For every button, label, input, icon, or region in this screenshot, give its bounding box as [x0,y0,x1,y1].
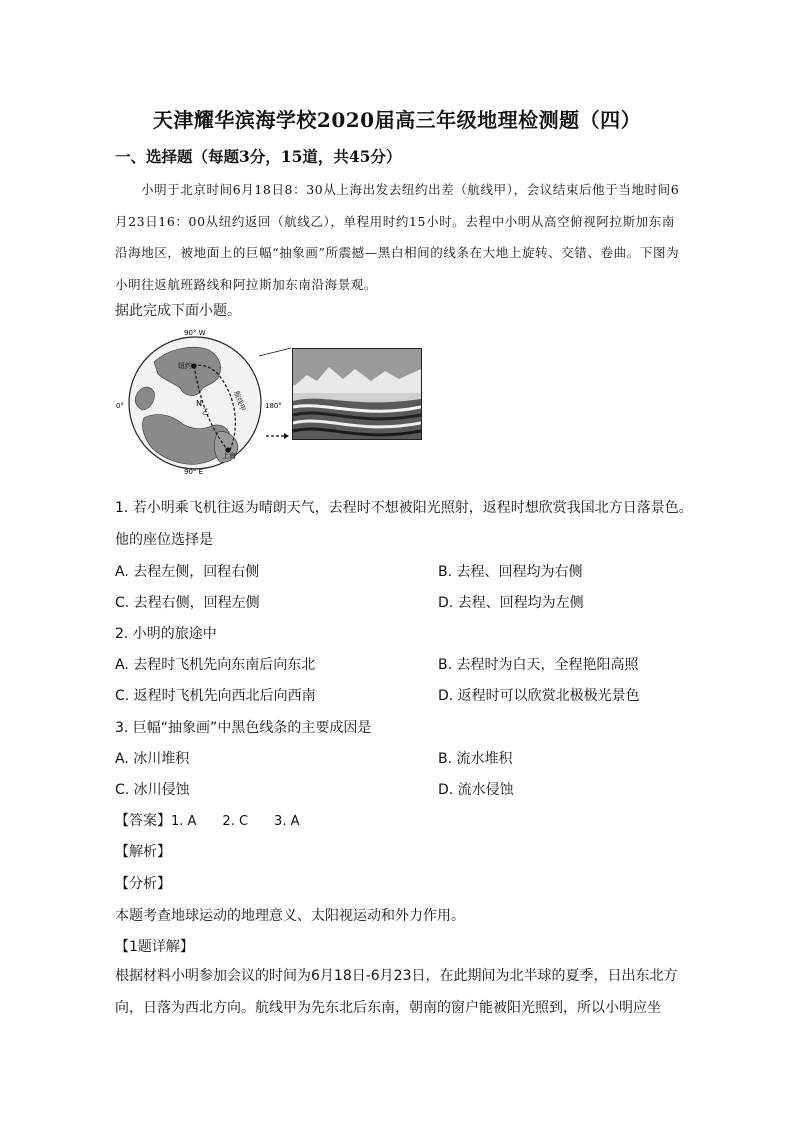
section-heading: 一、选择题（每题3分，15道，共45分） [115,147,402,166]
label-90e: 90° E [184,468,204,476]
label-route-b: 乙 [202,408,209,416]
q3-stem: 3. 巨幅“抽象画”中黑色线条的主要成因是 [115,720,372,736]
label-0deg: 0° [116,402,124,410]
q2-stem: 2. 小明的旅途中 [115,626,217,642]
alaska-landscape-photo [292,348,422,440]
fenxi-text: 本题考查地球运动的地理意义、太阳视运动和外力作用。 [115,908,465,924]
analysis-label: 【解析】 [115,844,171,860]
q2-option-d: D. 返程时可以欣赏北极极光景色 [438,688,640,704]
q1-option-a: A. 去程左侧，回程右侧 [115,564,260,580]
passage-text: 小明于北京时间6月18日8：30从上海出发去纽约出差（航线甲），会议结束后他于当地时间6月23日16：00从纽约返回（航线乙），单程用时约15小时。去程中小明从高空俯视阿拉斯加东南沿海地区，被地面上的巨幅“抽象画”所震撼—黑白相间的线条在大地上旋转、交错、卷曲。下图为小明往返航班路线和阿拉斯加东南沿海景观。 [115,182,680,292]
city-ny-marker [191,363,196,368]
answer-label: 【答案】 [115,813,171,829]
q3-option-a: A. 冰川堆积 [115,751,190,767]
label-city-ny: 纽约 [178,362,192,370]
label-90w: 90° W [184,329,206,337]
q3-option-d: D. 流水侵蚀 [438,782,514,798]
q1-stem-line1: 1. 若小明乘飞机往返为晴朗天气，去程时不想被阳光照射，返程时想欣赏我国北方日落景色。 [115,500,693,516]
route-map-figure [114,326,432,476]
fenxi-label: 【分析】 [115,876,171,892]
q1-stem-line2: 他的座位选择是 [115,532,213,548]
q1-option-d: D. 去程、回程均为左侧 [438,595,584,611]
answer-line [115,810,299,830]
q3-option-b: B. 流水堆积 [438,751,513,767]
q3-option-c: C. 冰川侵蚀 [115,782,190,798]
label-city-sh: 上海 [222,452,236,460]
instruction-text: 据此完成下面小题。 [115,303,241,319]
q2-option-c: C. 返程时飞机先向西北后向西南 [115,688,316,704]
q2-option-a: A. 去程时飞机先向东南后向东北 [115,657,316,673]
q1-option-b: B. 去程、回程均为右侧 [438,564,583,580]
label-pole: N [196,399,202,408]
answer-values: 1. A 2. C 3. A [171,814,300,829]
q2-option-b: B. 去程时为白天，全程艳阳高照 [438,657,639,673]
page-title: 天津耀华滨海学校2020届高三年级地理检测题（四） [152,108,642,132]
detail-label: 【1题详解】 [115,939,194,955]
q1-option-c: C. 去程右侧，回程左侧 [115,595,260,611]
label-route-a: 航线甲 [232,389,247,413]
detail-text: 根据材料小明参加会议的时间为6月18日-6月23日，在此期间为北半球的夏季，日出东北方向，日落为西北方向。航线甲为先东北后东南，朝南的窗户能被阳光照到，所以小明应坐 [115,968,678,1016]
label-180deg: 180° [265,402,282,410]
